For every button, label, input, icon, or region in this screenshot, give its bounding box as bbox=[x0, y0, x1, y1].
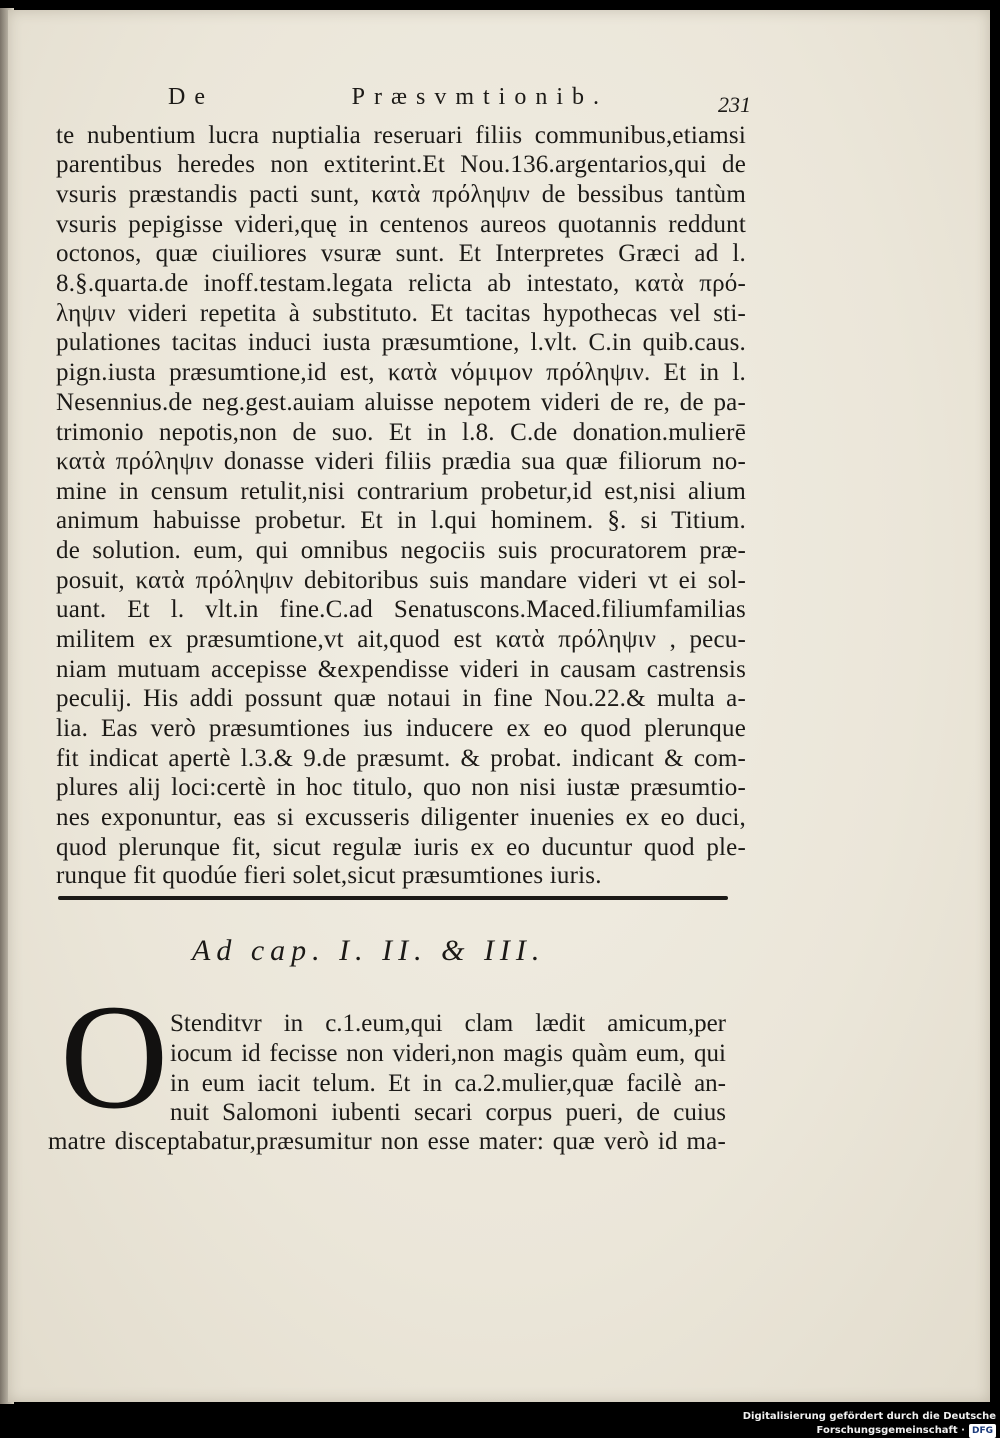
text-line: fit indicat apertè l.3.& 9.de præsumt. & probat. indicant & com- bbox=[56, 745, 746, 772]
page-number: 231 bbox=[718, 92, 751, 117]
text-line: pign.iusta præsumtione,id est, κατὰ νόμιμον πρόληψιν. Et in l. bbox=[56, 359, 746, 386]
text-line: mine in censum retulit,nisi contrarium probetur,id est,nisi alium bbox=[56, 478, 746, 505]
text-line: quod plerunque fit, sicut regulæ iuris ex eo ducuntur quod ple- bbox=[56, 834, 746, 861]
text-line: octonos, quæ ciuiliores vsuræ sunt. Et Interpretes Græci ad l. bbox=[56, 240, 746, 267]
text-line: vsuris præstandis pacti sunt, κατὰ πρόληψιν de bessibus tantùm bbox=[56, 181, 746, 208]
text-line: lia. Eas verò præsumtiones ius inducere ex eo quod plerunque bbox=[56, 715, 746, 742]
text-line: Stenditvr in c.1.eum,qui clam lædit amicum,per bbox=[170, 1010, 726, 1037]
text-line: nuit Salomoni iubenti secari corpus pueri, de cuius bbox=[170, 1099, 726, 1126]
text-line: nes exponuntur, eas si excusseris diligenter inuenies ex eo duci, bbox=[56, 804, 746, 831]
text-line: posuit, κατὰ πρόληψιν debitoribus suis mandare videri vt ei sol- bbox=[56, 567, 746, 594]
text-line: κατὰ πρόληψιν donasse videri filiis prædia sua quæ filiorum no- bbox=[56, 448, 746, 475]
text-line: vsuris pepigisse videri,quę in centenos aureos quotannis reddunt bbox=[56, 211, 746, 238]
text-line: trimonio nepotis,non de suo. Et in l.8. C.de donation.mulierē bbox=[56, 419, 746, 446]
text-line: uant. Et l. vlt.in fine.C.ad Senatuscons.Maced.filiumfamilias bbox=[56, 596, 746, 623]
text-line: militem ex præsumtione,vt ait,quod est κατὰ πρόληψιν , pecu- bbox=[56, 626, 746, 653]
text-line: niam mutuam accepisse &expendisse videri in causam castrensis bbox=[56, 656, 746, 683]
text-line: in eum iacit telum. Et in ca.2.mulier,quæ facilè an- bbox=[170, 1070, 726, 1097]
text-line: runque fit quodúe fieri solet,sicut præsumtiones iuris. bbox=[56, 862, 602, 889]
digitization-credit bbox=[604, 1410, 996, 1436]
text-line: matre disceptabatur,præsumitur non esse mater: quæ verò id ma- bbox=[48, 1128, 726, 1155]
text-line: plures alij loci:certè in hoc titulo, quo non nisi iustæ præsumtio- bbox=[56, 774, 746, 801]
dfg-logo: DFG bbox=[969, 1424, 996, 1438]
text-line: peculij. His addi possunt quæ notaui in fine Nou.22.& multa a- bbox=[56, 685, 746, 712]
section-divider-rule bbox=[58, 896, 728, 900]
book-page bbox=[8, 10, 990, 1402]
text-line: parentibus heredes non extiterint.Et Nou.136.argentarios,qui de bbox=[56, 151, 746, 178]
running-head: De Præsvmtionib. bbox=[168, 84, 608, 110]
text-line: animum habuisse probetur. Et in l.qui hominem. §. si Titium. bbox=[56, 507, 746, 534]
drop-cap-initial: O bbox=[60, 974, 169, 1140]
section-heading: Ad cap. I. II. & III. bbox=[192, 934, 546, 967]
text-line: de solution. eum, qui omnibus negociis suis procuratorem præ- bbox=[56, 537, 746, 564]
text-line: ληψιν videri repetita à substituto. Et tacitas hypothecas vel sti- bbox=[56, 300, 746, 327]
credit-text: Digitalisierung gefördert durch die Deutsche Forschungsgemeinschaft · bbox=[742, 1411, 996, 1436]
text-line: pulationes tacitas induci iusta præsumtione, l.vlt. C.in quib.caus. bbox=[56, 329, 746, 356]
text-line: Nesennius.de neg.gest.auiam aluisse nepotem videri de re, de pa- bbox=[56, 389, 746, 416]
text-line: 8.§.quarta.de inoff.testam.legata relicta ab intestato, κατὰ πρό- bbox=[56, 270, 746, 297]
text-line: iocum id fecisse non videri,non magis quàm eum, qui bbox=[170, 1040, 726, 1067]
text-line: te nubentium lucra nuptialia reseruari filiis communibus,etiamsi bbox=[56, 122, 746, 149]
